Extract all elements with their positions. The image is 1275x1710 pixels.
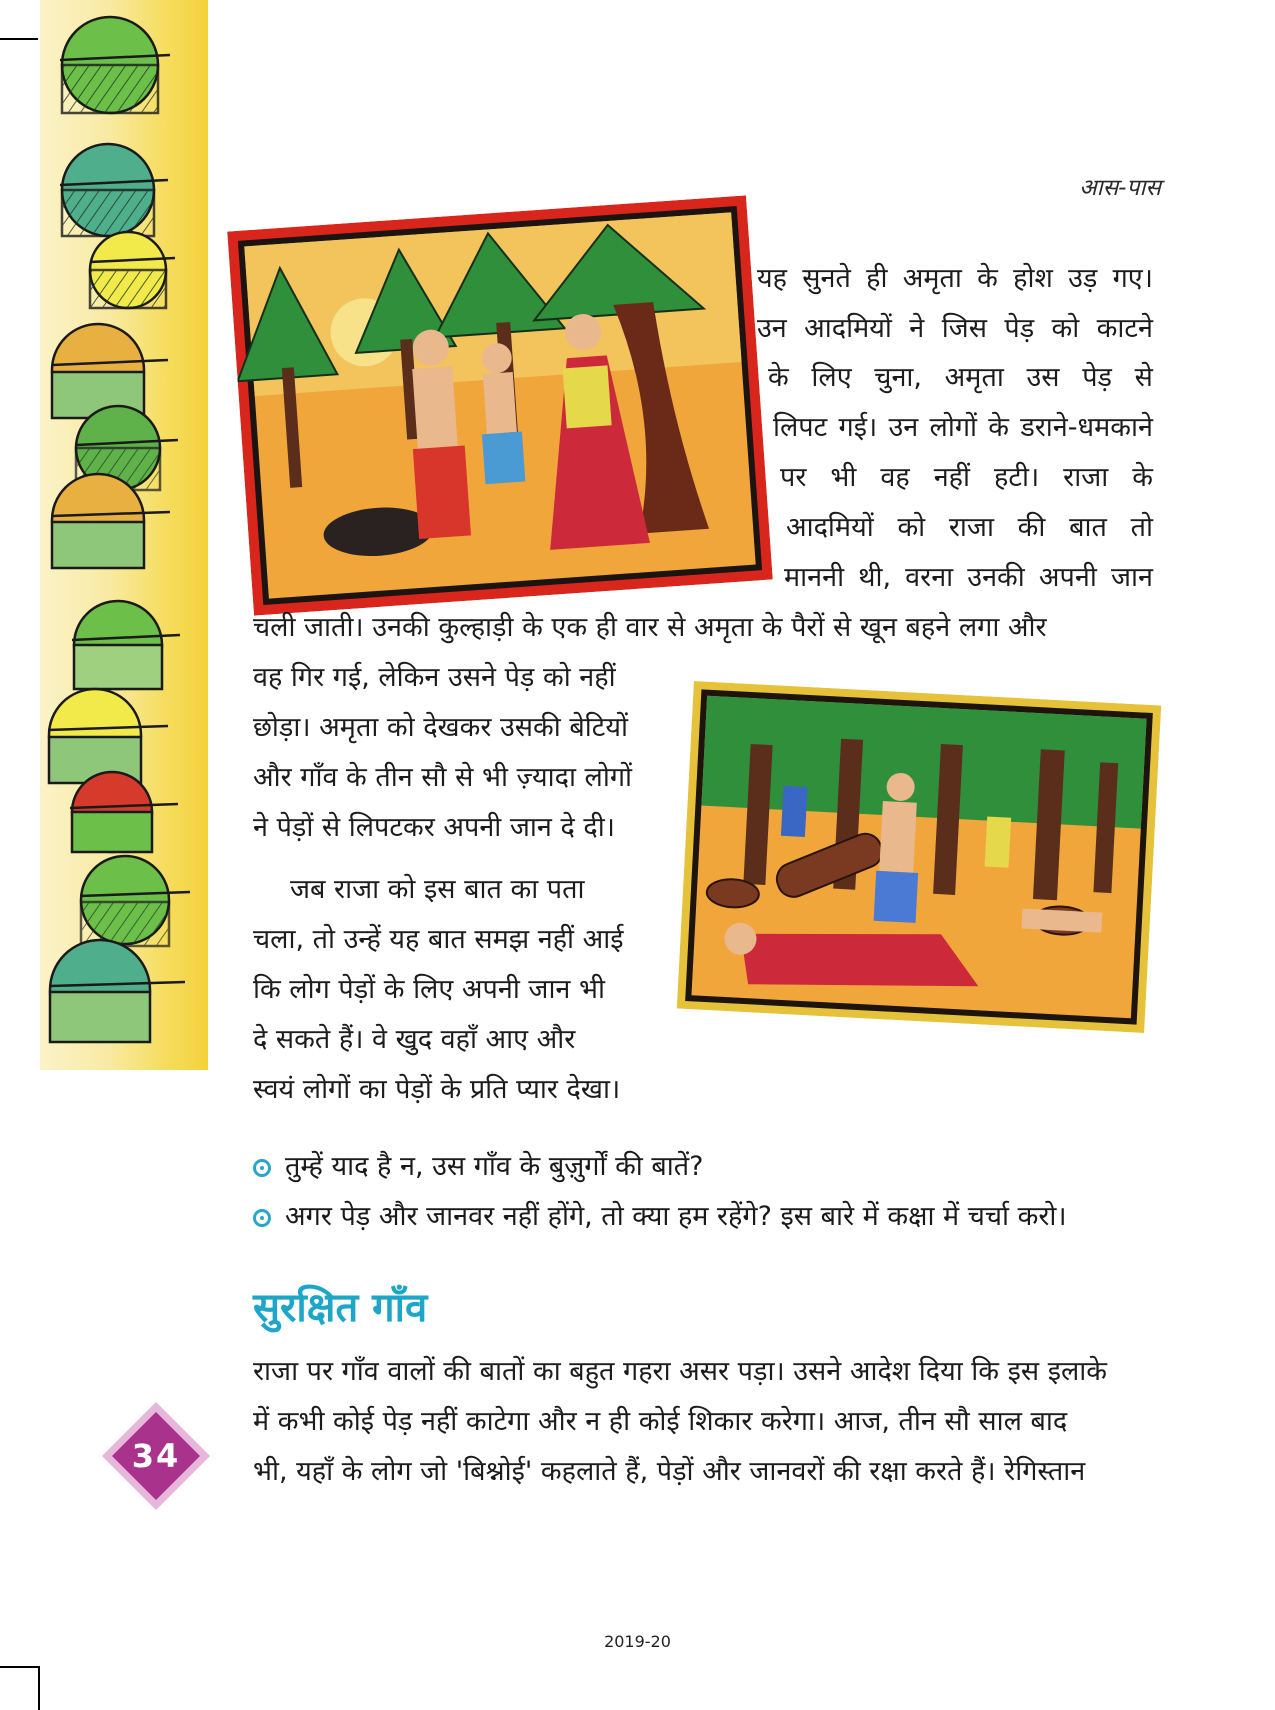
illustration-villagers-protecting-trees: [677, 681, 1162, 1033]
text-line: चला, तो उन्हें यह बात समझ नहीं आई: [253, 924, 624, 955]
text-line: लिपट गई। उन लोगों के डराने-धमकाने: [773, 412, 1153, 443]
crop-mark-bottom: [38, 1666, 40, 1710]
text-line: भी, यहाँ के लोग जो 'बिश्नोई' कहलाते हैं, पेड़ों और जानवरों की रक्षा करते हैं। रेगिस्तान: [253, 1456, 1086, 1487]
question-item: तुम्हें याद है न, उस गाँव के बुज़ुर्गों की बातें?: [253, 1142, 704, 1192]
text-line: पर भी वह नहीं हटी। राजा के: [780, 462, 1153, 493]
text-line: छोड़ा। अमृता को देखकर उसकी बेटियों: [253, 712, 629, 743]
text-line: में कभी कोई पेड़ नहीं काटेगा और न ही कोई शिकार करेगा। आज, तीन सौ साल बाद: [253, 1406, 1068, 1437]
page-number: 34: [131, 1437, 181, 1475]
text-line: और गाँव के तीन सौ से भी ज़्यादा लोगों: [253, 762, 633, 793]
text-line: आदमियों को राजा की बात तो: [786, 512, 1153, 543]
text-line: माननी थी, वरना उनकी अपनी जान: [784, 562, 1153, 593]
text-line: स्वयं लोगों का पेड़ों के प्रति प्यार देखा।: [253, 1074, 621, 1105]
illustration-amrita-hugging-tree: [227, 195, 773, 615]
text-line: दे सकते हैं। वे खुद वहाँ आए और: [253, 1024, 576, 1055]
section-heading: सुरक्षित गाँव: [253, 1285, 428, 1331]
text-line: चली जाती। उनकी कुल्हाड़ी के एक ही वार से अमृता के पैरों से खून बहने लगा और: [253, 612, 1047, 643]
crop-mark-bottom-h: [0, 1666, 38, 1668]
question-item: अगर पेड़ और जानवर नहीं होंगे, तो क्या हम रहेंगे? इस बारे में कक्षा में चर्चा करो।: [253, 1192, 1067, 1242]
text-line: राजा पर गाँव वालों की बातों का बहुत गहरा असर पड़ा। उसने आदेश दिया कि इस इलाके: [253, 1356, 1108, 1387]
text-line: वह गिर गई, लेकिन उसने पेड़ को नहीं: [253, 662, 616, 693]
spiral-bullet-icon: [253, 1209, 271, 1227]
text-line: जब राजा को इस बात का पता: [290, 874, 585, 905]
footer-year: 2019-20: [604, 1632, 671, 1651]
text-line: ने पेड़ों से लिपटकर अपनी जान दे दी।: [253, 812, 615, 843]
page-header: आस-पास: [1079, 175, 1161, 201]
leaf-border-illustration: [0, 0, 210, 1080]
text-line: यह सुनते ही अमृता के होश उड़ गए।: [757, 263, 1153, 294]
spiral-bullet-icon: [253, 1159, 271, 1177]
text-line: उन आदमियों ने जिस पेड़ को काटने: [757, 313, 1153, 344]
text-line: कि लोग पेड़ों के लिए अपनी जान भी: [253, 974, 605, 1005]
text-line: के लिए चुना, अमृता उस पेड़ से: [768, 362, 1153, 393]
